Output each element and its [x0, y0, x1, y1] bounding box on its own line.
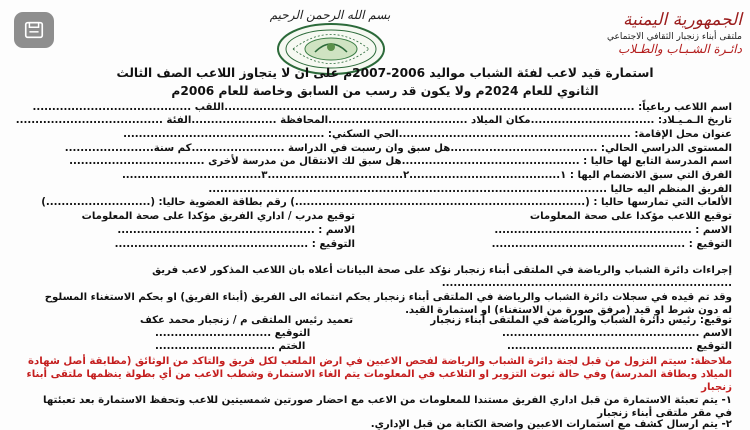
procedures-registration: وقد تم قيده في سجلات دائرة الشباب والرياضة في الملتقى أبناء زنجبار بحكم انتمائه الى الفريق (أبناء الفريق) او بحكم الاستغناء المسلوح له دون شرط او قيد (مرفق صورة من الاستغناء) او استمارة القيد. [44, 292, 732, 316]
save-icon [23, 19, 45, 41]
department-name: دائـرة الشـبـاب والطـلاب [618, 42, 742, 56]
coach-name-line: الاسم : ................................................... [117, 225, 355, 236]
notes-block [24, 355, 732, 394]
school-field: اسم المدرسة التابع لها حاليا : ..............................................هل سبق لك الانتقال من مدرسة لأخرى ................................... [69, 156, 732, 167]
form-title-line2: الثانوي للعام 2024م ولا يكون قد رسب من السابق وخاصة للعام 2006م [171, 84, 599, 98]
coach-sign-line: التوقيع : .................................................. [114, 239, 355, 250]
player-name-line: الاسم : ................................................... [494, 225, 732, 236]
department-head-sign: التوقيع ................................................ [507, 341, 732, 352]
basmala: بسم الله الرحمن الرحيم [269, 8, 391, 22]
save-button[interactable] [14, 12, 54, 48]
note-send-list: ٢- يتم ارسال كشف مع استمارات الاعبين واضحة الكتابة من قبل الإداري. [370, 419, 732, 430]
address-field: عنوان محل الإقامة: ............................................................الحي السكني: .................................................... [123, 129, 732, 140]
player-sign-line: التوقيع : .................................................. [491, 239, 732, 250]
notes-title: ملاحظة: [690, 356, 732, 367]
previous-teams-field: الفرق التي سبق الانضمام اليها : ١.......................................٢...................................٣.................................... [121, 170, 732, 181]
chairman-stamp: الختم ............................... [155, 341, 306, 352]
birth-field: تاريخ الـمـيـلاد: ................................مكان الميلاد ....................................المحافظة ......................الفئة ...................................... [15, 115, 732, 126]
letterhead [542, 10, 742, 56]
coach-signature-label: توقيع مدرب / اداري الفريق مؤكدا على صحة المعلومات [81, 211, 355, 222]
department-head-signature: توقيع: رئيس دائرة الشباب والرياضة في الملتقى أبناء زنجبار [430, 315, 732, 326]
organization-name: ملتقى أبناء زنجبار الثقافي الاجتماعي [607, 32, 742, 42]
current-team-field: الفريق المنظم اليه حاليا ....................................................................................................... [208, 184, 732, 195]
study-level-field: المستوى الدراسي الحالي: ......................................هل سبق وان رسبت في الدراسة ........................كم سنة....................... [64, 143, 732, 154]
procedures-confirmation: إجراءات دائرة الشباب والرياضة في الملتقى أبناء زنجبار نؤكد على صحة البيانات أعلاه بان اللاعب المذكور لاعب فريق ........................................................................... [152, 265, 732, 289]
form-title [40, 64, 730, 100]
games-membership-field: الألعاب التي تمارسها حاليا : (...........................................................................) رقم بطاقة العضوية حاليا: (...........................) [41, 197, 732, 208]
chairman-signature: التوقيع .............................. [155, 328, 311, 339]
player-signature-label: توقيع اللاعب مؤكدا على صحة المعلومات [529, 211, 732, 222]
form-title-line1: استمارة قيد لاعب لفئة الشباب مواليد 2006-2007م على ان لا يتجاوز اللاعب الصف الثالث [116, 66, 654, 80]
department-head-name: الاسم ................................................... [501, 328, 732, 339]
republic-name: الجمهورية اليمنية [622, 10, 742, 30]
player-name-field: اسم اللاعب رباعياً: ..........................................................................................................اللقب ......................................... [32, 102, 732, 113]
note-fill-instructions: ١- يتم تعبئة الاستمارة من قبل اداري الفريق مستندا للمعلومات من الاعب مع احضار صورتين شمسيتين للاعب وتحفظ الاستمارة بعد تعبئتها في مقر ملتقى أبناء زنجبار [43, 395, 732, 419]
chairman-approval: تعميد رئيس الملتقى م / زنجبار محمد عكف [140, 315, 354, 326]
note-inspection: سيتم النزول من قبل لجنة دائرة الشباب والرياضة لفحص الاعبين في ارض الملعب لكل فريق والتاكد من الوثائق (مطابقة أصل شهادة الميلاد وبطاقة المدرسة) وفي حالة ثبوت التزوير او التلاعب في المعلومات يتم الغاء الاستمارة وشطب الاعب من أي بطولة ينظمها ملتقى أبناء زنجبار [26, 356, 732, 393]
